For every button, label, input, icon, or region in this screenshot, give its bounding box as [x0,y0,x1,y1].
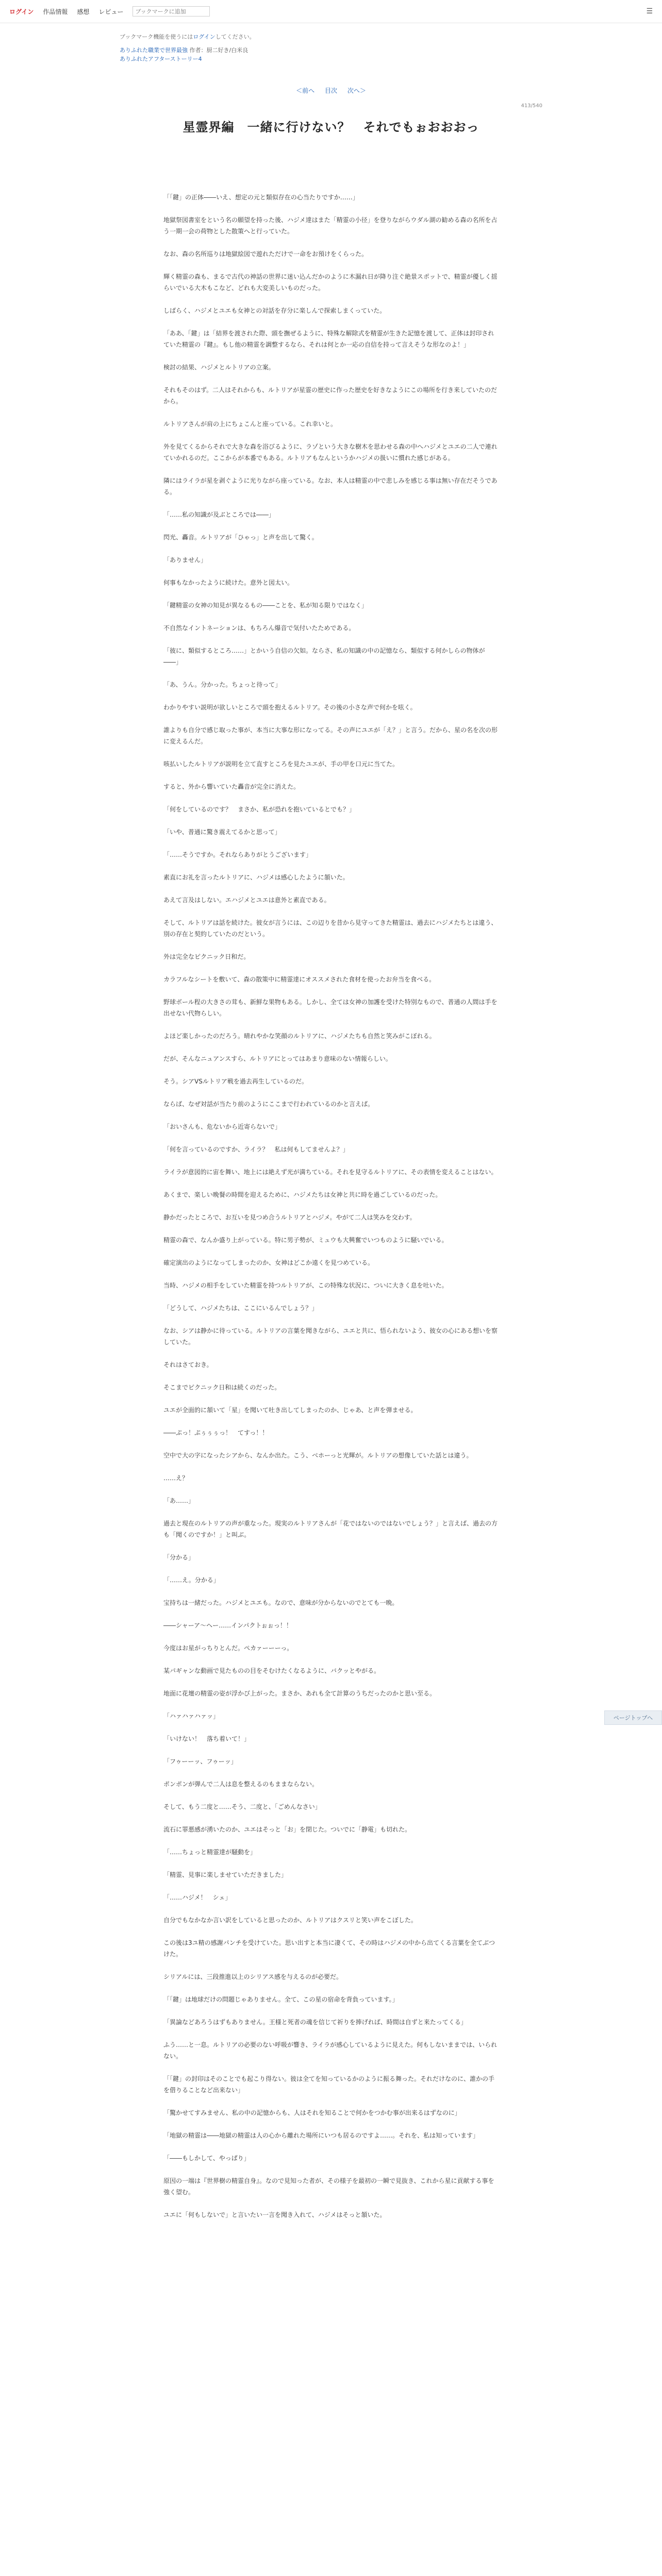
body-paragraph: 精霊の森で、なんか盛り上がっている。特に男子勢が、ミュウも大興奮でいつものように騒いでいる。 [163,1236,448,1244]
body-paragraph: なお、森の名所巡りは地獄絵図で遊れただけで一命をお預けをくらった。 [163,250,368,258]
body-paragraph: 地面に花壇の精霊の姿が浮かび上がった。まさか、あれも全て計算のうちだったのかと思い至る。 [163,1690,436,1697]
body-paragraph: 地獄祭図書室をという名の願望を持った後、ハジメ達はまた「精霊の小径」を登りながらウダル湖の勧める森の名所を占う一期一会の荷物とした散策へと行っていた。 [163,216,498,235]
body-paragraph: 空中で大の字になったシアから、なんか出た。こう、ベホーっと光輝が。ルトリアの想像していた話とは違う。 [163,1452,473,1459]
notice-prefix: ブックマーク機能を使うには [120,33,193,40]
body-paragraph: ふう……と一息。ルトリアの必要のない呼吸が響き、ライラが感心しているように見えた。何もしないままでは、いられない。 [163,2041,498,2060]
notice-suffix: してください。 [215,33,255,40]
body-paragraph: そして、ルトリアは話を続けた。彼女が言うには、この辺りを昔から見守ってきた精霊は、過去にハジメたちとは違う、別の存在と契約していたのだという。 [163,919,498,938]
body-paragraph: 咳払いしたルトリアが説明を立て直すところを見たユエが、手の甲を口元に当てた。 [163,760,399,768]
chapter-title: 星霊界編 一緒に行けない？ それでもぉおおおっ [183,120,479,134]
notice-login-link[interactable]: ログイン [193,33,216,40]
body-paragraph: 当時、ハジメの相手をしていた精霊を持つルトリアが、この特殊な状況に、ついに大きく息を吐いた。 [163,1282,448,1289]
bookmark-input[interactable] [133,6,210,16]
body-paragraph: ――ぷっ！ぷぅぅぅっ！ てすっ！！ [163,1429,269,1436]
subseries-link[interactable]: ありふれたアフターストーリー4 [120,56,202,62]
body-paragraph: 「鍵精霊の女神の知見が異なるもの――ことを、私が知る限りではなく」 [163,602,368,609]
login-notice [120,23,542,41]
series-title-link[interactable]: ありふれた職業で世界最強 [120,47,188,54]
body-paragraph: 「分かる」 [163,1554,195,1561]
body-paragraph: 閃光、轟音。ルトリアが「ひゃっ」と声を出して驚く。 [163,534,318,541]
body-paragraph: ライラが意図的に宙を舞い、地上には絶えず光が満ちている。それを見守るルトリアに、その表情を変えることはない。 [163,1168,498,1176]
body-paragraph: 「ああ、「鍵」は「結界を渡された際、頭を撫ぜるように、特殊な解除式を精霊が生きた記憶を渡して、正体は封印されていた精霊の『鍵』。もし他の精霊を調整するなら、それは何とか一応の自信を持って言えそうな形なのよ！」 [163,330,494,348]
nav-work-info[interactable]: 作品情報 [43,8,68,15]
body-paragraph: なお、シアは静かに待っている。ルトリアの言葉を聞きながら、ユエと共に、悟られないよう、彼女の心にある想いを察していた。 [163,1327,498,1346]
body-paragraph: あくまで、楽しい晩餐の時間を迎えるために、ハジメたちは女神と共に時を過ごしているのだった。 [163,1191,442,1198]
menu-icon[interactable]: ☰ [646,7,653,15]
body-paragraph: 野球ボール程の大きさの茸も、新鮮な果物もある。しかし、全ては女神の加護を受けた特別なもので、普通の人間は手を出せない代物らしい。 [163,998,498,1017]
body-paragraph: 「ありません」 [163,556,207,564]
login-link[interactable]: ログイン [9,8,34,15]
body-paragraph: 「おいさんも、危ないから近寄らないで」 [163,1123,282,1130]
body-paragraph: あえて言及はしない。エハジメとユエは意外と素直である。 [163,896,330,904]
page-number: 413/540 [521,103,542,109]
body-paragraph: わかりやすい説明が欲しいところで頭を抱えるルトリア。その後の小さな声で何かを呟く。 [163,704,417,711]
prev-chapter-link[interactable]: ＜前へ [296,87,315,94]
body-paragraph: 流石に罪悪感が湧いたのか、ユエはそっと「お」を閉じた。ついでに「静電」も切れた。 [163,1826,411,1833]
body-paragraph: 「……え。分かる」 [163,1577,220,1584]
body-paragraph: 「「鍵」の封印はそのことでも起こり得ない。彼は全てを知っているかのように振る舞った。それだけなのに、誰かの手を借りることなど出来ない」 [163,2075,495,2094]
body-paragraph: ユエに「何もしないで」と言いたい一言を聞き入れて、ハジメはそっと頷いた。 [163,2211,386,2218]
chapter-pager [120,86,542,95]
body-paragraph: 「「鍵」は地球だけの問題じゃありません。全て、この星の宿命を背負っています。」 [163,1996,399,2003]
body-paragraph: 不自然なイントネーションは、もちろん爆音で気付いたためである。 [163,624,355,632]
page-top-button[interactable]: ページトップへ [604,1710,662,1725]
body-paragraph: ――シャーア～ヘー……インパクトぉぉっ！！ [163,1622,292,1629]
novel-body [163,192,499,2221]
body-paragraph: 外は完全なピクニック日和だ。 [163,953,250,960]
body-paragraph: 素直にお礼を言ったルトリアに、ハジメは感心したように頷いた。 [163,874,349,881]
top-navigation-bar [0,0,662,23]
body-paragraph: シリアルには、三段推進以上のシリアス感を与えるのが必要だ。 [163,1973,343,1980]
body-paragraph: この後は3ユ精の感謝パンチを受けていた。思い出すと本当に凄くて、その時はハジメの中から出てくる言葉を全てぶつけた。 [163,1939,495,1958]
body-paragraph: 「何をしているのです？ まさか、私が恐れを抱いているとでも？」 [163,806,356,813]
nav-reviews[interactable]: レビュー [98,8,124,15]
body-paragraph: 「異論などあろうはずもありません。王様と死者の魂を信じて祈りを捧げれば、時間は自ずと来たってくる」 [163,2019,467,2026]
author-name: 作者：厨二好き/白米良 [189,47,249,54]
body-paragraph: それはさておき。 [163,1361,213,1368]
body-paragraph: 確定演出のようになってしまったのか、女神はどこか遠くを見つめている。 [163,1259,374,1266]
body-paragraph: 「――もしかして、やっぱり」 [163,2155,250,2162]
body-paragraph: 「……私の知識が及ぶところでは――」 [163,511,275,518]
body-paragraph: 誰よりも自分で感じ取った事が、本当に大事な形になってる。その声にユエが「え？」と言う。だから、星の名を次の形に変えるんだ。 [163,726,498,745]
body-paragraph: そして、もう二度と……そう、二度と、「ごめんなさい」 [163,1803,321,1810]
body-paragraph: 「地獄の精霊は――地獄の精霊は人の心から離れた場所にいつも居るのですよ……。それを、私は知っています」 [163,2132,479,2139]
body-paragraph: 「いや、普通に驚き震えてるかと思って」 [163,828,281,836]
body-paragraph: 静かだったところで、お互いを見つめ合うルトリアとハジメ。やがて二人は笑みを交わす。 [163,1214,416,1221]
body-paragraph: ルトリアさんが肩の上にちょこんと座っている。これ幸いと。 [163,420,337,428]
content-container [120,23,542,2221]
body-paragraph: カラフルなシートを敷いて、森の散策中に精霊達にオススメされた食材を使ったお弁当を食べる。 [163,976,436,983]
body-paragraph: 「……ちょっと精霊達が騒動を」 [163,1849,257,1856]
nav-impressions[interactable]: 感想 [77,8,90,15]
body-paragraph: 某パギャンな動画で見たものの目をそむけたくなるように、バクッとやがる。 [163,1667,380,1674]
body-paragraph: 輝く精霊の森も、まるで古代の神話の世界に迷い込んだかのように木漏れ日が降り注ぐ絶景スポットで、精霊が優しく揺らいでいる大木もこなど、どれも大変美しいものだった。 [163,273,498,292]
body-paragraph: だが、そんなニュアンスすら、ルトリアにとってはあまり意味のない情報らしい。 [163,1055,392,1062]
body-paragraph: 「驚かせてすみません、私の中の記憶からも、人はそれを知ることで何かをつかむ事が出来るはずなのに」 [163,2109,461,2116]
body-paragraph: ……え？ [163,1475,189,1482]
body-paragraph: 今度はお星がっちりとんだ。ぺカァーーーっ。 [163,1645,293,1652]
body-paragraph: 「「鍵」の正体――いえ、想定の元と類似存在の心当たりですか……」 [163,194,359,201]
body-paragraph: しばらく、ハジメとユエも女神との対話を存分に楽しんで探索しまくっていた。 [163,307,386,314]
body-paragraph: そこまでピクニック日和は続くのだった。 [163,1384,281,1391]
body-paragraph: すると、外から響いていた轟音が完全に消えた。 [163,783,300,790]
body-paragraph: 外を見てくるからそれで大きな森を浴びるように、ラゾという大きな樹木を思わせる森の中へハジメとユエの二人で連れていかれるのだ。ここからが本番でもある。ルトリアもなんというかハジメの扱いに慣れた感じがある。 [163,443,498,462]
body-paragraph: 「ハァハァハァッ」 [163,1713,220,1720]
body-paragraph: 「精霊、見事に楽しませていただきました」 [163,1871,288,1878]
body-paragraph: 原因の一端は『世界樹の精霊自身』。なので見知った者が、その様子を最初の一瞬で見抜き、これから星に貢献する事を強く望む。 [163,2177,494,2196]
body-paragraph: 何事もなかったように続けた。意外と図太い。 [163,579,294,586]
body-paragraph: ポンポンが弾んで二人は息を整えるのもままならない。 [163,1781,319,1788]
series-info [120,46,542,63]
body-paragraph: 「あ……」 [163,1497,195,1504]
body-paragraph: 「フゥーーッ、フゥーッ」 [163,1758,237,1765]
body-paragraph: それもそのはず。二人はそれからも、ルトリアが星霊の歴史に作った歴史を好きなようにこの場所を行き来していたのだから。 [163,386,498,405]
body-paragraph: 宝持ちは一緒だった。ハジメとユエも。なので、意味が分からないのでとても一晩。 [163,1599,399,1606]
next-chapter-link[interactable]: 次へ＞ [347,87,366,94]
body-paragraph: よほど楽しかったのだろう。晴れやかな笑顔のルトリアに、ハジメたちも自然と笑みがこぼれる。 [163,1032,436,1040]
body-paragraph: 自分でもなかなか言い訳をしていると思ったのか、ルトリアはクスリと笑い声をこぼした。 [163,1917,417,1924]
body-paragraph: 「……ハジメ！ シェ」 [163,1894,231,1901]
body-paragraph: 過去と現在のルトリアの声が重なった。現実のルトリアさんが「花ではないのではないでしょう？」と言えば、過去の方も「聞くのですか！」と叫ぶ。 [163,1520,498,1538]
body-paragraph: 検討の結果、ハジメとルトリアの立案。 [163,364,275,371]
body-paragraph: 「彼に、類似するところ……」とかいう自信の欠如。ならさ、私の知識の中の記憶なら、類似する何かしらの物体が――」 [163,647,485,666]
body-paragraph: 隣にはライラが星を剥ぐように光りながら座っている。なお、本人は精霊の中で悲しみを感じる事は無い存在だそうである。 [163,477,498,496]
body-paragraph: 「何を言っているのですか、ライラ？ 私は何もしてませんよ？」 [163,1146,349,1153]
toc-link[interactable]: 目次 [324,87,337,94]
body-paragraph: ユエが全面的に頷いて「星」を聞いて吐き出してしまったのか、じゃあ、と声を弾ませる。 [163,1406,417,1414]
body-paragraph: そう。シアVSルトリア戦を過去再生しているのだ。 [163,1078,308,1085]
body-paragraph: 「いけない！ 落ち着いて！」 [163,1735,251,1742]
body-paragraph: 「……そうですか。それならありがとうございます」 [163,851,312,858]
body-paragraph: 「どうして、ハジメたちは、ここにいるんでしょう？」 [163,1304,318,1312]
body-paragraph: 「あ、うん。分かった。ちょっと待って」 [163,681,282,688]
body-paragraph: ならば、なぜ対話が当たり前のようにここまで行われているのかと言えば。 [163,1100,374,1108]
